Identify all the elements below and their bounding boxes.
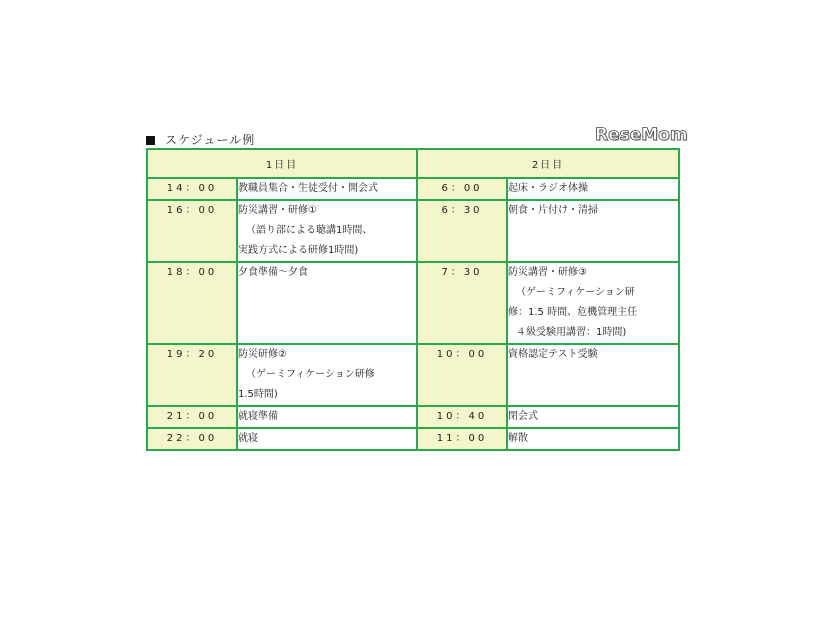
resemom-logo: ReseMom: [595, 125, 688, 145]
day2-activity: [507, 262, 679, 344]
activity-line: 防災研修②: [238, 349, 287, 360]
table-row: [147, 200, 679, 262]
day2-time: 11：00: [417, 428, 507, 450]
day1-activity: [237, 262, 417, 344]
activity-line: 防災講習・研修①: [238, 205, 317, 216]
day1-time: 22：00: [147, 428, 237, 450]
square-bullet-icon: [146, 136, 155, 145]
activity-line: 起床・ラジオ体操: [508, 183, 588, 194]
day1-time: 18：00: [147, 262, 237, 344]
activity-line: 就寝: [238, 433, 258, 444]
day1-activity: [237, 178, 417, 200]
day1-activity: [237, 406, 417, 428]
table-row: [147, 178, 679, 200]
day2-time: 7：30: [417, 262, 507, 344]
table-row: [147, 428, 679, 450]
activity-line: 1.5時間): [238, 389, 278, 400]
day1-time: 19：20: [147, 344, 237, 406]
schedule-heading-text: スケジュール例: [165, 133, 256, 147]
activity-line: 閉会式: [508, 411, 538, 422]
day1-time: 16：00: [147, 200, 237, 262]
activity-line: 朝食・片付け・清掃: [508, 205, 598, 216]
activity-line: 資格認定テスト受験: [508, 349, 598, 360]
activity-line: 解散: [508, 433, 528, 444]
activity-line: （語り部による聴講1時間、: [246, 225, 373, 236]
day1-header: 1日目: [147, 149, 417, 178]
activity-line: ４級受験用講習：1時間): [516, 327, 627, 338]
day1-activity: [237, 200, 417, 262]
activity-line: 教職員集合・生徒受付・開会式: [238, 183, 378, 194]
day2-activity: [507, 178, 679, 200]
schedule-heading: [146, 131, 255, 148]
table-row: [147, 344, 679, 406]
day2-time: 6：00: [417, 178, 507, 200]
activity-line: 実践方式による研修1時間): [238, 245, 359, 256]
activity-line: 就寝準備: [238, 411, 278, 422]
table-row: [147, 406, 679, 428]
day2-header: 2日目: [417, 149, 679, 178]
schedule-table: [146, 148, 680, 451]
day2-activity: [507, 344, 679, 406]
day2-activity: [507, 200, 679, 262]
day2-time: 10：40: [417, 406, 507, 428]
day1-time: 21：00: [147, 406, 237, 428]
day2-time: 6：30: [417, 200, 507, 262]
day1-activity: [237, 344, 417, 406]
activity-line: （ゲーミフィケーション研修: [246, 369, 375, 380]
day2-activity: [507, 406, 679, 428]
day1-activity: [237, 428, 417, 450]
day2-activity: [507, 428, 679, 450]
activity-line: （ゲーミフィケーション研: [516, 287, 635, 298]
activity-line: 夕食準備〜夕食: [238, 267, 308, 278]
day1-time: 14：00: [147, 178, 237, 200]
day2-time: 10：00: [417, 344, 507, 406]
activity-line: 修：1.5 時間、危機管理主任: [508, 307, 638, 318]
activity-line: 防災講習・研修③: [508, 267, 587, 278]
table-row: [147, 262, 679, 344]
